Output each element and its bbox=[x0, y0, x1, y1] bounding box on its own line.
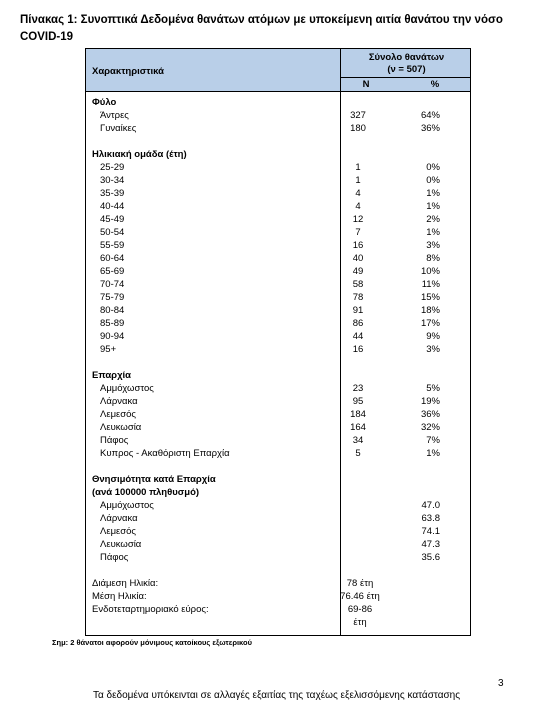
row-pct: 0% bbox=[426, 162, 440, 173]
table-row bbox=[86, 408, 470, 421]
table-row bbox=[86, 395, 470, 408]
table-body bbox=[86, 96, 470, 628]
section-heading bbox=[86, 148, 470, 161]
row-pct: 9% bbox=[426, 331, 440, 342]
row-label: 70-74 bbox=[100, 279, 125, 290]
table-row bbox=[86, 577, 470, 590]
table-row bbox=[86, 330, 470, 343]
row-label: 40-44 bbox=[100, 201, 125, 212]
table-row bbox=[86, 447, 470, 460]
table-row bbox=[86, 343, 470, 356]
row-n: 16 bbox=[352, 344, 364, 355]
row-rate: 47.0 bbox=[421, 500, 440, 511]
stat-value: 76.46 έτη bbox=[340, 591, 380, 602]
section-heading bbox=[86, 486, 470, 499]
deaths-summary-table bbox=[85, 48, 471, 636]
row-n: 40 bbox=[352, 253, 364, 264]
stat-value: 78 έτη bbox=[346, 578, 374, 589]
total-deaths-label: Σύνολο θανάτων bbox=[368, 52, 445, 63]
row-label: Κυπρος - Ακαθόριστη Επαρχία bbox=[100, 448, 230, 459]
table-row bbox=[86, 226, 470, 239]
row-label: 95+ bbox=[100, 344, 117, 355]
table-row bbox=[86, 551, 470, 564]
row-label: Άντρες bbox=[100, 110, 129, 121]
section-heading bbox=[86, 96, 470, 109]
row-rate: 74.1 bbox=[421, 526, 440, 537]
row-n: 180 bbox=[350, 123, 366, 134]
table-row bbox=[86, 304, 470, 317]
table-row bbox=[86, 434, 470, 447]
table-row bbox=[86, 109, 470, 122]
row-n: 1 bbox=[355, 175, 361, 186]
row-label: 80-84 bbox=[100, 305, 125, 316]
row-pct: 8% bbox=[426, 253, 440, 264]
row-label: Λευκωσία bbox=[100, 422, 142, 433]
table-row bbox=[86, 187, 470, 200]
table-row bbox=[86, 265, 470, 278]
row-pct: 18% bbox=[420, 305, 440, 316]
subheader-row bbox=[341, 77, 471, 91]
stat-value: 69-86 έτη bbox=[347, 604, 373, 628]
row-label: 25-29 bbox=[100, 162, 125, 173]
row-pct: 1% bbox=[426, 227, 440, 238]
stat-label: Μέση Ηλικία: bbox=[92, 591, 147, 602]
row-n: 1 bbox=[355, 162, 361, 173]
row-pct: 2% bbox=[426, 214, 440, 225]
row-pct: 15% bbox=[420, 292, 440, 303]
row-n: 58 bbox=[352, 279, 364, 290]
row-label: 35-39 bbox=[100, 188, 125, 199]
table-row bbox=[86, 291, 470, 304]
table-row bbox=[86, 200, 470, 213]
mortality-heading: Θνησιμότητα κατά Επαρχία bbox=[92, 474, 216, 485]
row-pct: 5% bbox=[426, 383, 440, 394]
row-n: 184 bbox=[350, 409, 366, 420]
row-rate: 63.8 bbox=[421, 513, 440, 524]
section-heading bbox=[86, 473, 470, 486]
table-row bbox=[86, 278, 470, 291]
row-label: 60-64 bbox=[100, 253, 125, 264]
sex-heading: Φύλο bbox=[92, 97, 117, 108]
row-n: 4 bbox=[355, 201, 361, 212]
row-pct: 10% bbox=[420, 266, 440, 277]
table-row bbox=[86, 161, 470, 174]
table-row bbox=[86, 538, 470, 551]
row-pct: 1% bbox=[426, 201, 440, 212]
table-row bbox=[86, 382, 470, 395]
row-label: Πάφος bbox=[100, 552, 129, 563]
row-pct: 7% bbox=[426, 435, 440, 446]
row-label: 45-49 bbox=[100, 214, 125, 225]
district-heading: Επαρχία bbox=[92, 370, 132, 381]
row-label: 50-54 bbox=[100, 227, 125, 238]
table-row bbox=[86, 603, 470, 628]
row-pct: 17% bbox=[420, 318, 440, 329]
row-pct: 36% bbox=[420, 409, 440, 420]
section-heading bbox=[86, 369, 470, 382]
row-n: 164 bbox=[350, 422, 366, 433]
row-n: 95 bbox=[352, 396, 364, 407]
row-n: 49 bbox=[352, 266, 364, 277]
row-n: 86 bbox=[352, 318, 364, 329]
row-rate: 47.3 bbox=[421, 539, 440, 550]
row-n: 12 bbox=[352, 214, 364, 225]
stat-label: Διάμεση Ηλικία: bbox=[92, 578, 159, 589]
row-label: Λάρνακα bbox=[100, 513, 138, 524]
row-pct: 19% bbox=[420, 396, 440, 407]
row-label: Λεμεσός bbox=[100, 526, 137, 537]
row-label: 75-79 bbox=[100, 292, 125, 303]
row-n: 327 bbox=[350, 110, 366, 121]
row-n: 34 bbox=[352, 435, 364, 446]
row-label: Λευκωσία bbox=[100, 539, 142, 550]
table-note: Σημ: 2 θάνατοι αφορούν μόνιμους κατοίκους εξωτερικού bbox=[52, 638, 252, 647]
table-row bbox=[86, 317, 470, 330]
percent-column-header: % bbox=[430, 79, 440, 90]
row-label: Πάφος bbox=[100, 435, 129, 446]
stat-label: Ενδοτεταρτημοριακό εύρος: bbox=[92, 604, 209, 615]
characteristics-header: Χαρακτηριστικά bbox=[92, 66, 164, 77]
row-label: 65-69 bbox=[100, 266, 125, 277]
age-heading: Ηλικιακή ομάδα (έτη) bbox=[92, 149, 187, 160]
table-row bbox=[86, 252, 470, 265]
row-pct: 32% bbox=[420, 422, 440, 433]
row-n: 4 bbox=[355, 188, 361, 199]
table-row bbox=[86, 512, 470, 525]
table-row bbox=[86, 122, 470, 135]
row-pct: 3% bbox=[426, 240, 440, 251]
row-n: 5 bbox=[355, 448, 361, 459]
row-n: 78 bbox=[352, 292, 364, 303]
row-label: Γυναίκες bbox=[100, 123, 137, 134]
row-pct: 36% bbox=[420, 123, 440, 134]
row-n: 16 bbox=[352, 240, 364, 251]
row-n: 23 bbox=[352, 383, 364, 394]
table-row bbox=[86, 174, 470, 187]
row-rate: 35.6 bbox=[421, 552, 440, 563]
page-number: 3 bbox=[498, 678, 504, 689]
row-label: Λεμεσός bbox=[100, 409, 137, 420]
row-label: 90-94 bbox=[100, 331, 125, 342]
row-label: Λάρνακα bbox=[100, 396, 138, 407]
row-n: 7 bbox=[355, 227, 361, 238]
table-header bbox=[86, 49, 470, 92]
table-title: Πίνακας 1: Συνοπτικά Δεδομένα θανάτων ατόμων με υποκείμενη αιτία θανάτου την νόσο COVID-19 bbox=[20, 14, 503, 43]
n-column-header: Ν bbox=[362, 79, 370, 90]
row-pct: 11% bbox=[421, 279, 440, 290]
row-pct: 0% bbox=[426, 175, 440, 186]
table-row bbox=[86, 421, 470, 434]
row-label: Αμμόχωστος bbox=[100, 383, 154, 394]
row-pct: 1% bbox=[426, 188, 440, 199]
mortality-subheading: (ανά 100000 πληθυσμό) bbox=[92, 487, 200, 498]
total-count-label: (ν = 507) bbox=[387, 64, 426, 75]
row-n: 91 bbox=[352, 305, 364, 316]
row-label: Αμμόχωστος bbox=[100, 500, 154, 511]
total-deaths-header bbox=[340, 49, 472, 91]
row-label: 55-59 bbox=[100, 240, 125, 251]
row-pct: 3% bbox=[426, 344, 440, 355]
table-row bbox=[86, 213, 470, 226]
row-label: 85-89 bbox=[100, 318, 125, 329]
row-pct: 64% bbox=[420, 110, 440, 121]
page-footer: Τα δεδομένα υπόκεινται σε αλλαγές εξαιτίας της ταχέως εξελισσόμενης κατάστασης bbox=[92, 690, 461, 701]
table-row bbox=[86, 499, 470, 512]
table-row bbox=[86, 239, 470, 252]
row-n: 44 bbox=[352, 331, 364, 342]
row-label: 30-34 bbox=[100, 175, 125, 186]
table-row bbox=[86, 525, 470, 538]
table-row bbox=[86, 590, 470, 603]
row-pct: 1% bbox=[426, 448, 440, 459]
